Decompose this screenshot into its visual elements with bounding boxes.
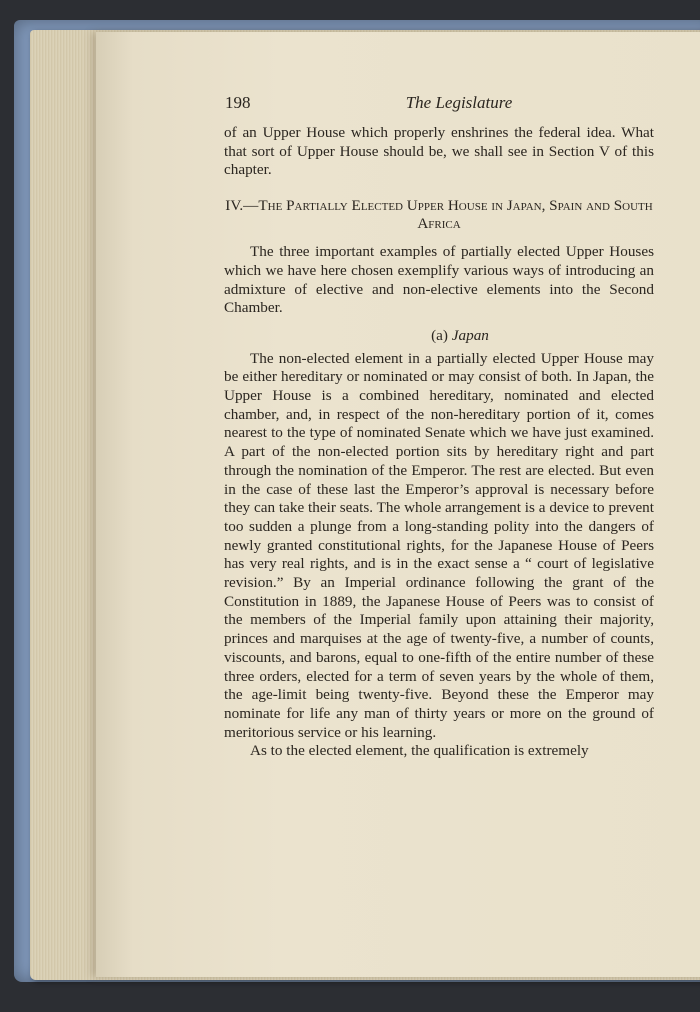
- section-title: The Partially Elected Upper House in Japan, Spain and South Africa: [258, 197, 653, 233]
- page-number: 198: [225, 93, 251, 112]
- final-paragraph: As to the elected element, the qualification is extremely: [250, 742, 589, 760]
- running-header: [224, 92, 654, 114]
- japan-paragraph: The non-elected element in a partially elected Upper House may be either hereditary or nominated or may consist of both. In Japan, the Upper House is a combined hereditary, nominated and elected chamber, and, in respect of the non-hereditary portion of it, comes nearest to the type of nominated Senate which we have just examined. A part of the non-elected portion sits by hereditary right and part through the nomination of the Emperor. The rest are elected. But even in the case of these last the Emperor’s approval is necessary before they can take their seats. The whole arrangement is a device to prevent too sudden a plunge from a long-standing polity into the dangers of newly granted constitutional rights, for the Japanese House of Peers has very real rights, and is in the exact sense a “ court of legislative revision.” By an Imperial ordinance following the grant of the Constitution in 1889, the Japanese House of Peers was to consist of the members of the Imperial family upon attaining their majority, princes and marquises at the age of twenty-five, a number of counts, viscounts, and barons, equal to one-fifth of the entire number of these three orders, elected for a term of seven years by the whole of them, the age-limit being twenty-five. Beyond these the Emperor may nominate for life any man of thirty years or more on the ground of meritorious service or his learning.: [224, 349, 654, 741]
- continuation-paragraph: of an Upper House which properly enshrines the federal idea. What that sort of Upper House should be, we shall see in Section V of this chapter.: [224, 124, 654, 179]
- running-title: The Legislature: [405, 93, 513, 112]
- section-number: IV.—: [225, 197, 259, 215]
- subheading-title: Japan: [451, 326, 489, 344]
- intro-paragraph: The three important examples of partially elected Upper Houses which we have here chosen exemplify various ways of introducing an admixture of elective and non-elective elements into the Second Chamber.: [224, 243, 654, 317]
- subheading: [224, 327, 654, 346]
- subheading-marker: (a): [431, 326, 448, 344]
- page-text: [224, 92, 654, 761]
- section-heading: [224, 197, 654, 233]
